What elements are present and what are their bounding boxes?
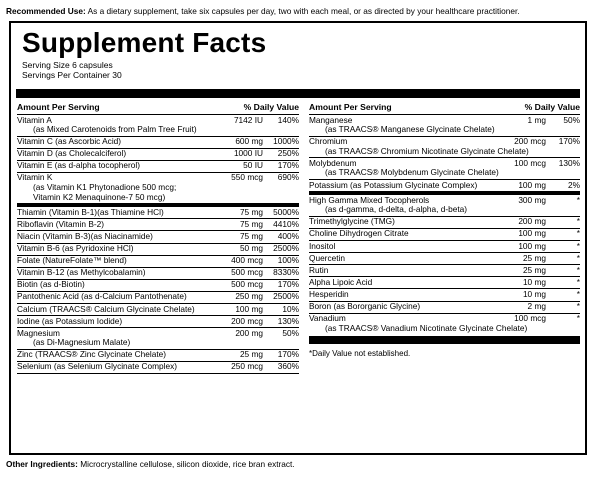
- nutrient-amount: 200 mcg: [231, 315, 263, 326]
- nutrient-row: [17, 362, 299, 374]
- nutrient-daily-value: *: [576, 240, 580, 251]
- nutrient-name: Selenium (as Selenium Glycinate Complex): [17, 361, 178, 372]
- right-column-header: [309, 101, 580, 115]
- thick-divider: [16, 89, 580, 98]
- supplement-facts-panel: [9, 21, 587, 455]
- nutrient-amount: 7142 IU: [233, 114, 263, 125]
- nutrient-row: [309, 302, 580, 314]
- left-column: [17, 101, 299, 374]
- nutrient-amount: 550 mcg: [231, 172, 263, 183]
- nutrient-amount: 100 mg: [518, 228, 546, 239]
- nutrient-name: Rutin: [309, 264, 329, 275]
- nutrient-amount: 50 mg: [239, 243, 263, 254]
- nutrient-row: [309, 289, 580, 301]
- nutrient-row: [17, 328, 299, 350]
- nutrient-row: [309, 265, 580, 277]
- nutrient-row: [17, 137, 299, 149]
- nutrient-daily-value: 690%: [277, 172, 299, 183]
- nutrient-row: [309, 241, 580, 253]
- nutrient-source: (as Mixed Carotenoids from Palm Tree Fruit): [33, 124, 197, 135]
- nutrient-amount: 75 mg: [239, 218, 263, 229]
- nutrient-source: (as TRAACS® Molybdenum Glycinate Chelate): [325, 167, 499, 178]
- daily-value-header: % Daily Value: [524, 102, 580, 112]
- nutrient-name: Thiamin (Vitamin B-1)(as Thiamine HCl): [17, 206, 164, 217]
- nutrient-row: [17, 219, 299, 231]
- nutrient-amount: 100 mg: [518, 240, 546, 251]
- nutrient-row: [309, 229, 580, 241]
- nutrient-name: Vanadium: [309, 313, 346, 324]
- nutrient-amount: 10 mg: [522, 276, 546, 287]
- nutrient-row: [17, 304, 299, 316]
- nutrient-name: Niacin (Vitamin B-3)(as Niacinamide): [17, 230, 153, 241]
- nutrient-amount: 500 mcg: [231, 267, 263, 278]
- nutrient-daily-value: 250%: [277, 148, 299, 159]
- other-ingredients: [6, 459, 295, 469]
- nutrient-amount: 200 mcg: [514, 136, 546, 147]
- amount-per-serving-header: Amount Per Serving: [309, 102, 392, 112]
- nutrient-amount: 25 mg: [522, 264, 546, 275]
- nutrient-amount: 50 IU: [243, 160, 263, 171]
- nutrient-name: Vitamin D (as Cholecalciferol): [17, 148, 127, 159]
- nutrient-name: Magnesium: [17, 327, 60, 338]
- nutrient-name: Boron (as Bororganic Glycine): [309, 301, 421, 311]
- nutrient-row: [309, 277, 580, 289]
- nutrient-row: [17, 161, 299, 173]
- nutrient-daily-value: 2%: [568, 179, 580, 190]
- nutrient-daily-value: 2500%: [273, 291, 299, 302]
- nutrient-daily-value: 140%: [277, 114, 299, 125]
- nutrient-row: [309, 158, 580, 180]
- nutrient-row: [309, 253, 580, 265]
- panel-title: Supplement Facts: [22, 27, 267, 58]
- nutrient-name: Inositol: [309, 240, 336, 251]
- nutrient-daily-value: 1000%: [273, 136, 299, 147]
- nutrient-daily-value: 100%: [277, 255, 299, 266]
- nutrient-amount: 75 mg: [239, 230, 263, 241]
- nutrient-row: [17, 256, 299, 268]
- nutrient-amount: 400 mcg: [231, 255, 263, 266]
- nutrient-name: High Gamma Mixed Tocopherols: [309, 194, 430, 205]
- nutrient-amount: 100 mg: [235, 303, 263, 314]
- nutrient-amount: 25 mg: [239, 349, 263, 360]
- recommended-use-label: Recommended Use:: [6, 6, 86, 16]
- nutrient-row: [17, 173, 299, 207]
- daily-value-header: % Daily Value: [243, 102, 299, 112]
- nutrient-row: [309, 195, 580, 217]
- bottom-divider: [309, 336, 580, 344]
- nutrient-row: [17, 280, 299, 292]
- nutrient-name: Molybdenum: [309, 157, 357, 168]
- nutrient-row: [17, 292, 299, 304]
- nutrient-amount: 100 mcg: [514, 157, 546, 168]
- left-nutrient-list: [17, 115, 299, 374]
- nutrient-source: (as TRAACS® Vanadium Nicotinate Glycinate Chelate): [325, 322, 528, 333]
- nutrient-amount: 25 mg: [522, 252, 546, 263]
- nutrient-source: (as TRAACS® Chromium Nicotinate Glycinate Chelate): [325, 145, 529, 156]
- nutrient-amount: 2 mg: [527, 301, 546, 311]
- nutrient-row: [309, 314, 580, 335]
- nutrient-amount: 200 mg: [518, 216, 546, 227]
- serving-size: Serving Size 6 capsules: [22, 60, 113, 70]
- nutrient-source: (as d-gamma, d-delta, d-alpha, d-beta): [325, 204, 468, 215]
- nutrient-name: Zinc (TRAACS® Zinc Glycinate Chelate): [17, 349, 167, 360]
- nutrient-amount: 100 mcg: [514, 313, 546, 324]
- nutrient-daily-value: 8330%: [273, 267, 299, 278]
- nutrient-amount: 1000 IU: [233, 148, 263, 159]
- nutrient-row: [17, 268, 299, 280]
- nutrient-name: Iodine (as Potassium Iodide): [17, 315, 123, 326]
- nutrient-row: [17, 350, 299, 362]
- nutrient-name: Vitamin E (as d-alpha tocopherol): [17, 160, 140, 171]
- other-ingredients-text: Microcrystalline cellulose, silicon dioxide, rice bran extract.: [80, 459, 295, 469]
- nutrient-name: Manganese: [309, 114, 353, 125]
- nutrient-amount: 200 mg: [235, 327, 263, 338]
- nutrient-row: [17, 207, 299, 219]
- nutrient-daily-value: 5000%: [273, 206, 299, 217]
- nutrient-daily-value: 130%: [558, 157, 580, 168]
- nutrient-name: Alpha Lipoic Acid: [309, 276, 373, 287]
- nutrient-amount: 300 mg: [518, 194, 546, 205]
- nutrient-name: Hesperidin: [309, 288, 349, 299]
- nutrient-daily-value: *: [576, 288, 580, 299]
- nutrient-daily-value: 50%: [282, 327, 299, 338]
- nutrient-name: Vitamin K: [17, 172, 53, 183]
- nutrient-daily-value: 170%: [558, 136, 580, 147]
- nutrient-name: Quercetin: [309, 252, 345, 263]
- nutrient-daily-value: 170%: [277, 160, 299, 171]
- nutrient-daily-value: *: [576, 194, 580, 205]
- nutrient-daily-value: 50%: [563, 114, 580, 125]
- nutrient-daily-value: *: [576, 216, 580, 227]
- recommended-use: [6, 6, 596, 17]
- right-nutrient-list: [309, 115, 580, 334]
- nutrient-row: [17, 115, 299, 137]
- nutrient-amount: 10 mg: [522, 288, 546, 299]
- nutrient-daily-value: *: [576, 228, 580, 239]
- nutrient-daily-value: *: [576, 276, 580, 287]
- nutrient-daily-value: *: [576, 313, 580, 324]
- nutrient-name: Choline Dihydrogen Citrate: [309, 228, 409, 239]
- nutrient-name: Vitamin A: [17, 114, 52, 125]
- recommended-use-text: As a dietary supplement, take six capsules per day, two with each meal, or as directed by your healthcare practitioner.: [87, 6, 520, 16]
- nutrient-name: Pantothenic Acid (as d-Calcium Pantothenate): [17, 291, 187, 302]
- nutrient-name: Folate (NatureFolate™ blend): [17, 255, 127, 266]
- nutrient-row: [17, 231, 299, 243]
- nutrient-daily-value: 10%: [282, 303, 299, 314]
- nutrient-name: Riboflavin (Vitamin B-2): [17, 218, 104, 229]
- nutrient-daily-value: 360%: [277, 361, 299, 372]
- nutrient-name: Potassium (as Potassium Glycinate Complex): [309, 179, 478, 190]
- nutrient-daily-value: *: [576, 301, 580, 311]
- nutrient-daily-value: 170%: [277, 279, 299, 290]
- footnote: *Daily Value not established.: [309, 349, 411, 359]
- nutrient-amount: 500 mcg: [231, 279, 263, 290]
- nutrient-row: [309, 137, 580, 159]
- nutrient-row: [309, 180, 580, 195]
- nutrient-daily-value: *: [576, 264, 580, 275]
- amount-per-serving-header: Amount Per Serving: [17, 102, 100, 112]
- nutrient-name: Vitamin B-12 (as Methylcobalamin): [17, 267, 146, 278]
- servings-per-container: Servings Per Container 30: [22, 70, 122, 80]
- nutrient-name: Vitamin B-6 (as Pyridoxine HCl): [17, 243, 134, 254]
- nutrient-source: Vitamin K2 Menaquinone-7 50 mcg): [33, 191, 166, 202]
- nutrient-name: Vitamin C (as Ascorbic Acid): [17, 136, 122, 147]
- other-ingredients-label: Other Ingredients:: [6, 459, 78, 469]
- nutrient-name: Biotin (as d-Biotin): [17, 279, 85, 290]
- nutrient-name: Calcium (TRAACS® Calcium Glycinate Chelate): [17, 303, 195, 314]
- nutrient-row: [309, 115, 580, 137]
- nutrient-source: (as TRAACS® Manganese Glycinate Chelate): [325, 124, 495, 135]
- nutrient-daily-value: 400%: [277, 230, 299, 241]
- nutrient-row: [17, 244, 299, 256]
- nutrient-amount: 250 mg: [235, 291, 263, 302]
- nutrient-row: [17, 316, 299, 328]
- nutrient-row: [17, 149, 299, 161]
- nutrient-amount: 100 mg: [518, 179, 546, 190]
- left-column-header: [17, 101, 299, 115]
- nutrient-daily-value: 4410%: [273, 218, 299, 229]
- nutrient-amount: 600 mg: [235, 136, 263, 147]
- nutrient-name: Trimethylglycine (TMG): [309, 216, 395, 227]
- nutrient-amount: 1 mg: [527, 114, 546, 125]
- nutrient-daily-value: 130%: [277, 315, 299, 326]
- nutrient-row: [309, 217, 580, 229]
- nutrient-daily-value: *: [576, 252, 580, 263]
- nutrient-daily-value: 170%: [277, 349, 299, 360]
- nutrient-amount: 75 mg: [239, 206, 263, 217]
- nutrient-daily-value: 2500%: [273, 243, 299, 254]
- nutrient-name: Chromium: [309, 136, 348, 147]
- right-column: [309, 101, 580, 358]
- nutrient-source: (as Di-Magnesium Malate): [33, 337, 131, 348]
- nutrient-amount: 250 mcg: [231, 361, 263, 372]
- nutrient-source: (as Vitamin K1 Phytonadione 500 mcg;: [33, 182, 177, 193]
